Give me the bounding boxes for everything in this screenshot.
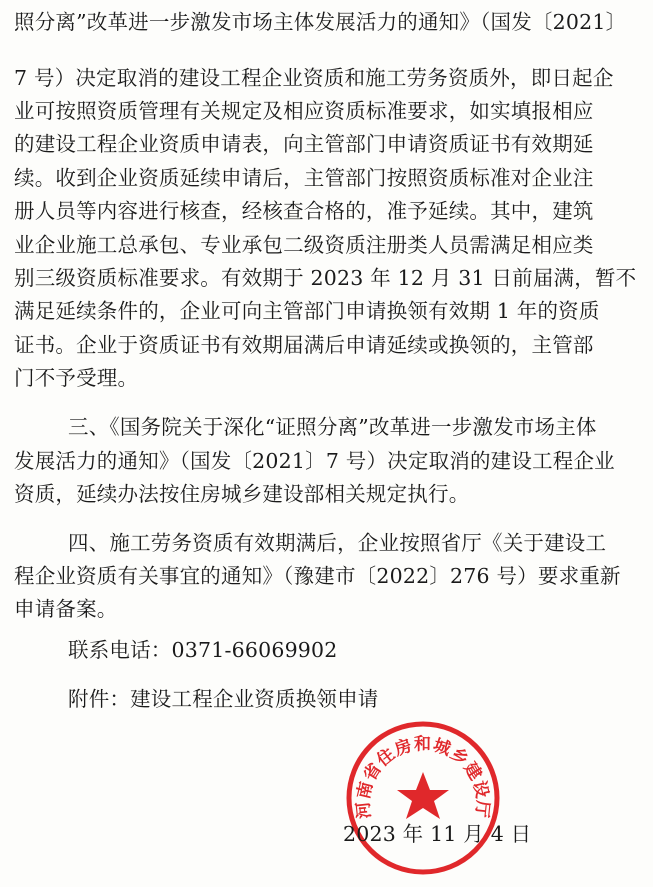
contact-phone: 联系电话：0371-66069902 xyxy=(68,638,338,662)
body-line: 业可按照资质管理有关规定及相应资质标准要求，如实填报相应 xyxy=(14,99,594,123)
attachment-line: 附件：建设工程企业资质换领申请 xyxy=(68,687,379,711)
official-seal xyxy=(343,718,503,878)
seal-text: 河南省住房和城乡建设厅 xyxy=(353,734,493,820)
body-line: 申请备案。 xyxy=(14,597,118,621)
body-line: 7 号）决定取消的建设工程企业资质和施工劳务资质外，即日起企 xyxy=(14,66,614,90)
seal-star-icon xyxy=(397,772,449,819)
body-line: 续。收到企业资质延续申请后，主管部门按照资质标准对企业注 xyxy=(14,166,594,190)
paragraph-three-start: 三、《国务院关于深化“证照分离”改革进一步激发市场主体 xyxy=(68,415,597,439)
body-line: 证书。企业于资质证书有效期届满后申请延续或换领的，主管部 xyxy=(14,333,594,357)
seal-icon xyxy=(343,718,503,878)
issue-date: 2023 年 11 月 4 日 xyxy=(343,822,532,846)
body-line: 程企业资质有关事宜的通知》（豫建市〔2022〕276 号）要求重新 xyxy=(14,564,621,588)
body-line: 照分离”改革进一步激发市场主体发展活力的通知》（国发〔2021〕 xyxy=(14,10,627,34)
body-line: 资质，延续办法按住房城乡建设部相关规定执行。 xyxy=(14,482,470,506)
body-line: 发展活力的通知》（国发〔2021〕7 号）决定取消的建设工程企业 xyxy=(14,449,615,473)
paragraph-four-start: 四、施工劳务资质有效期满后，企业按照省厅《关于建设工 xyxy=(68,531,607,555)
body-line: 满足延续条件的，企业可向主管部门申请换领有效期 1 年的资质 xyxy=(14,299,600,323)
body-line: 册人员等内容进行核查，经核查合格的，准予延续。其中，建筑 xyxy=(14,199,594,223)
body-line: 别三级资质标准要求。有效期于 2023 年 12 月 31 日前届满，暂不 xyxy=(14,266,637,290)
body-line: 的建设工程企业资质申请表，向主管部门申请资质证书有效期延 xyxy=(14,132,594,156)
body-line: 业企业施工总承包、专业承包二级资质注册类人员需满足相应类 xyxy=(14,233,594,257)
body-line: 门不予受理。 xyxy=(14,366,139,390)
